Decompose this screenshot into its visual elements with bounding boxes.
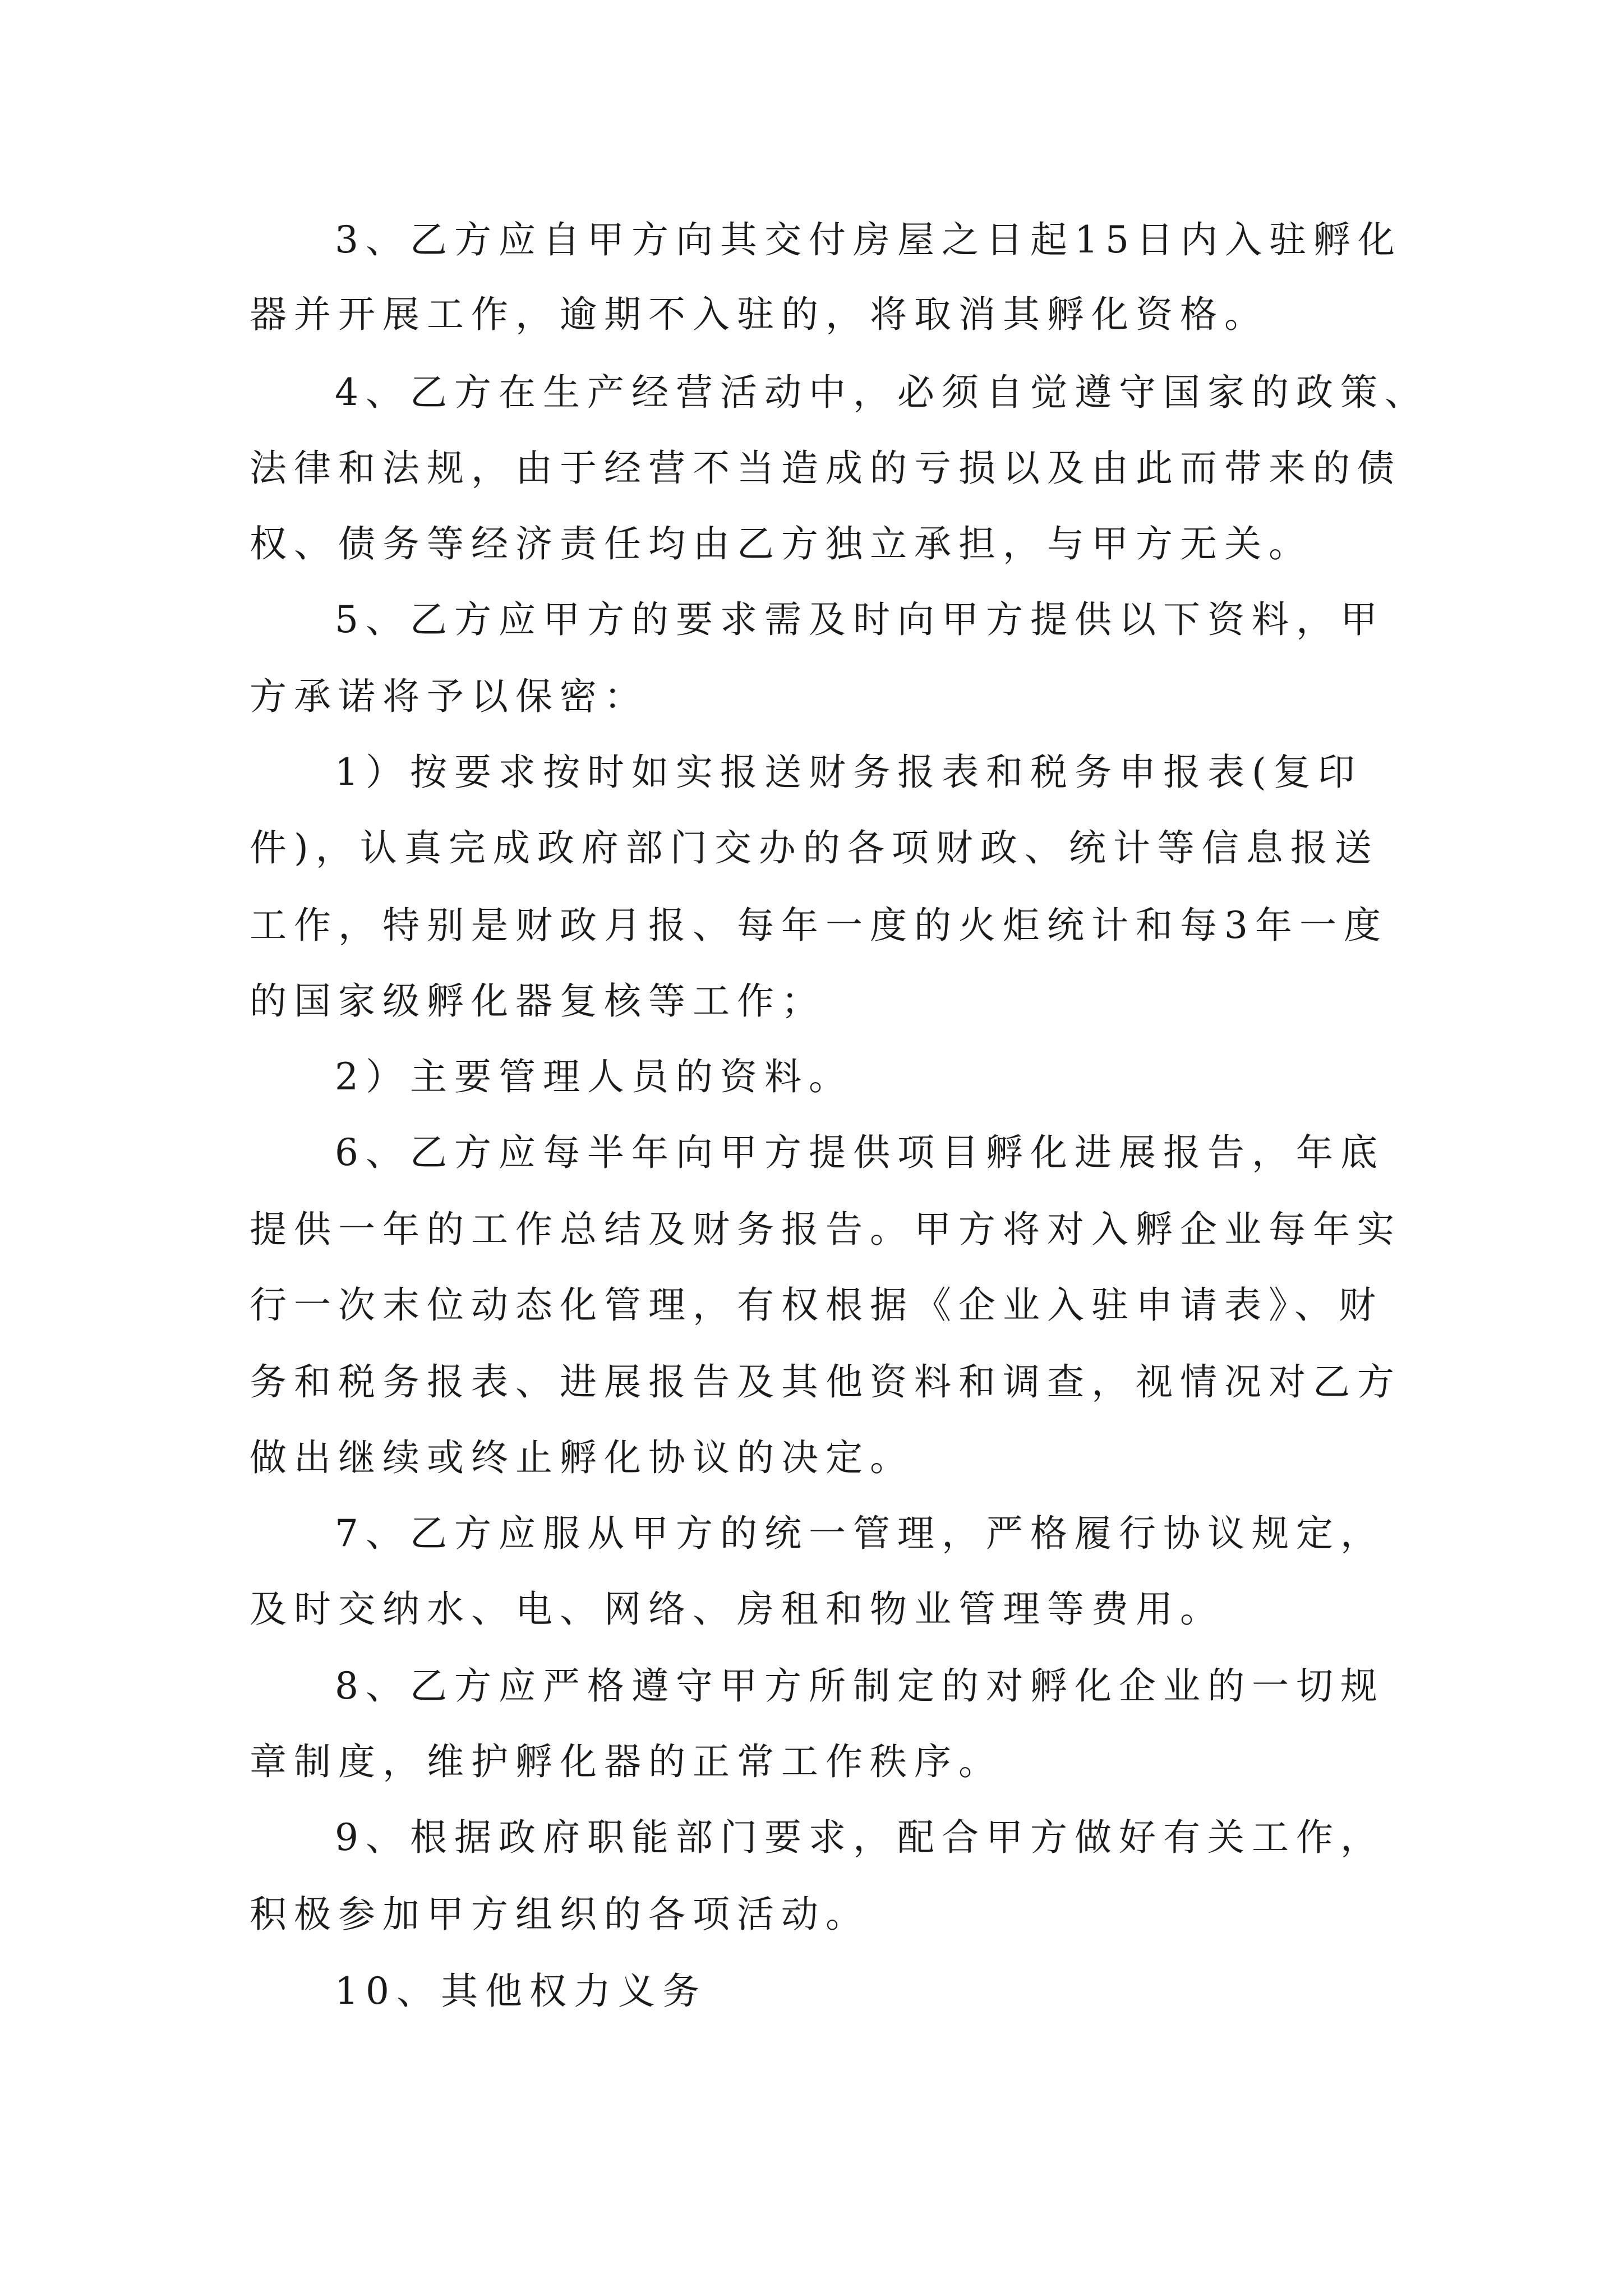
clause-5-item-1-line-2: 件)，认真完成政府部门交办的各项财政、统计等信息报送 <box>250 826 1379 869</box>
clause-9-line-2: 积极参加甲方组织的各项活动。 <box>250 1893 870 1936</box>
clause-4-line-3: 权、债务等经济责任均由乙方独立承担，与甲方无关。 <box>250 522 1313 565</box>
clause-6-line-1: 6、乙方应每半年向甲方提供项目孵化进展报告，年底 <box>335 1131 1385 1174</box>
clause-3-line-2: 器并开展工作，逾期不入驻的，将取消其孵化资格。 <box>250 293 1269 336</box>
clause-4-line-1: 4、乙方在生产经营活动中，必须自觉遵守国家的政策、 <box>335 371 1429 414</box>
clause-3-line-1: 3、乙方应自甲方向其交付房屋之日起15日内入驻孵化 <box>335 218 1402 261</box>
clause-5-item-1-line-4: 的国家级孵化器复核等工作； <box>250 979 826 1023</box>
clause-7-line-1: 7、乙方应服从甲方的统一管理，严格履行协议规定， <box>335 1512 1385 1555</box>
clause-10-line-1: 10、其他权力义务 <box>335 1970 707 2013</box>
clause-4-line-2: 法律和法规，由于经营不当造成的亏损以及由此而带来的债 <box>250 447 1401 490</box>
clause-5-item-2-line-1: 2）主要管理人员的资料。 <box>335 1055 853 1098</box>
clause-5-line-1: 5、乙方应甲方的要求需及时向甲方提供以下资料，甲 <box>335 598 1385 641</box>
clause-6-line-3: 行一次末位动态化管理，有权根据《企业入驻申请表》、财 <box>250 1283 1383 1327</box>
clause-9-line-1: 9、根据政府职能部门要求，配合甲方做好有关工作， <box>335 1816 1385 1859</box>
clause-8-line-1: 8、乙方应严格遵守甲方所制定的对孵化企业的一切规 <box>335 1664 1385 1708</box>
clause-5-item-1-line-1: 1）按要求按时如实报送财务报表和税务申报表(复印 <box>335 751 1362 794</box>
clause-6-line-4: 务和税务报表、进展报告及其他资料和调查，视情况对乙方 <box>250 1360 1401 1404</box>
clause-5-item-1-line-3: 工作，特别是财政月报、每年一度的火炬统计和每3年一度 <box>250 904 1388 947</box>
clause-6-line-5: 做出继续或终止孵化协议的决定。 <box>250 1436 914 1479</box>
clause-8-line-2: 章制度，维护孵化器的正常工作秩序。 <box>250 1740 1003 1783</box>
clause-5-line-2: 方承诺将予以保密： <box>250 675 648 718</box>
clause-7-line-2: 及时交纳水、电、网络、房租和物业管理等费用。 <box>250 1588 1224 1631</box>
clause-6-line-2: 提供一年的工作总结及财务报告。甲方将对入孵企业每年实 <box>250 1208 1401 1251</box>
